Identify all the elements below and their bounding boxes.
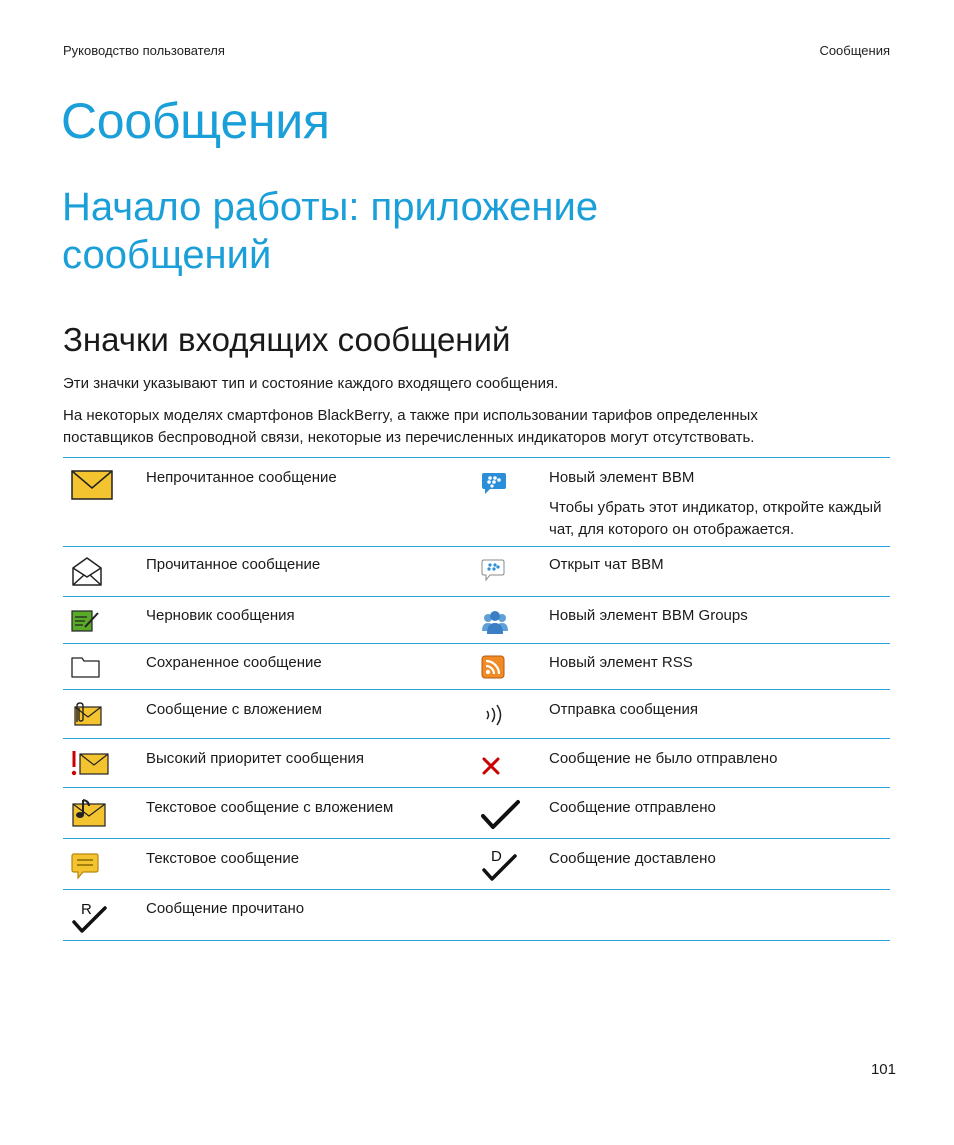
read-badge: R [81,901,92,918]
sms-icon [71,852,99,880]
table-label: Сообщение отправлено [549,799,716,816]
intro-paragraph: Эти значки указывают тип и состояние каждого входящего сообщения. [63,375,559,392]
table-label: Высокий приоритет сообщения [146,750,365,767]
priority-envelope-icon [71,750,111,778]
table-label: Новый элемент RSS [549,654,693,671]
unread-envelope-icon [71,470,113,500]
section-title: Значки входящих сообщений [63,321,511,358]
table-label: Прочитанное сообщение [146,556,321,573]
table-label: Сообщение не было отправлено [549,750,778,767]
bbm-groups-icon [481,609,509,635]
table-row [63,547,890,597]
sent-check-icon [481,799,521,831]
read-check-icon [71,898,111,936]
delivered-check-icon [481,846,521,884]
table-row [63,890,890,941]
delivered-badge: D [491,848,502,865]
table-row [63,839,890,890]
table-row [63,458,890,547]
table-label: Новый элемент BBM [549,469,695,486]
draft-icon [71,609,101,633]
table-label: Сообщение прочитано [146,900,305,917]
table-label: Черновик сообщения [146,607,295,624]
running-header-right: Сообщения [819,43,890,58]
table-label: Сообщение доставлено [549,850,716,867]
icon-table [63,457,890,941]
open-envelope-icon [71,555,103,587]
table-label: Сохраненное сообщение [146,654,322,671]
rss-icon [481,655,505,679]
failed-icon [481,756,501,776]
table-label: Отправка сообщения [549,701,698,718]
table-label: Открыт чат BBM [549,556,664,573]
attachment-envelope-icon [71,702,103,728]
table-label: Текстовое сообщение [146,850,300,867]
sending-icon [481,704,507,726]
table-label: Сообщение с вложением [146,701,322,718]
note-paragraph: На некоторых моделях смартфонов BlackBerry, а также при использовании тарифов определенных поставщиков беспроводной связи, некоторые из перечисленных индикаторов могут отсутствовать. [63,407,758,446]
table-row [63,597,890,644]
page-title: Сообщения [61,93,330,149]
page-number: 101 [870,1061,896,1078]
table-label: Непрочитанное сообщение [146,469,337,486]
table-label: Новый элемент BBM Groups [549,607,748,624]
table-note: Чтобы убрать этот индикатор, откройте каждый чат, для которого он отображается. [549,499,882,538]
bbm-chat-icon [481,559,505,583]
folder-icon [71,655,101,679]
table-row [63,739,890,788]
bbm-icon [481,472,507,496]
table-row [63,788,890,839]
chapter-subtitle: Начало работы: приложение сообщений [62,185,599,277]
table-row [63,644,890,690]
table-label: Текстовое сообщение с вложением [146,799,394,816]
mms-envelope-icon [71,798,107,828]
table-row [63,690,890,739]
running-header-left: Руководство пользователя [63,43,225,58]
